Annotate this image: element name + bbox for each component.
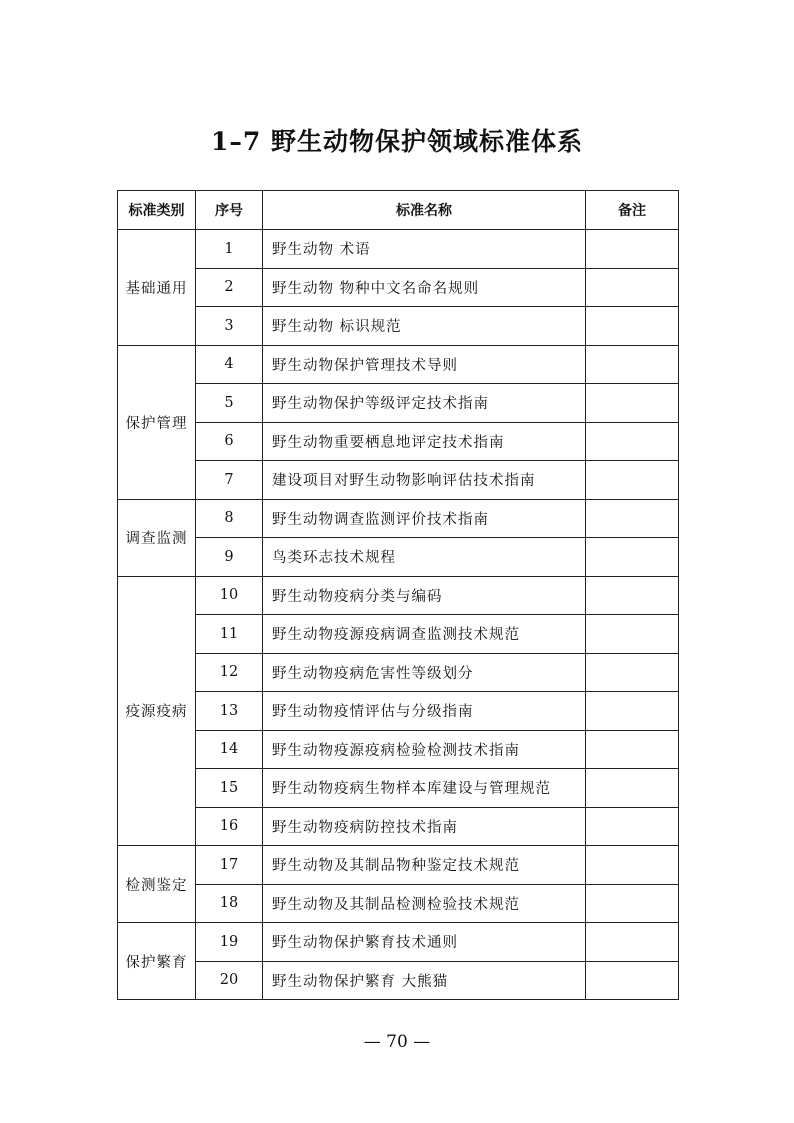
remarks-cell [586, 884, 679, 923]
remarks-cell [586, 499, 679, 538]
category-cell: 检测鉴定 [118, 846, 196, 923]
table-row [118, 846, 679, 885]
row-number: 14 [196, 730, 263, 769]
table-row [118, 884, 679, 923]
remarks-cell [586, 345, 679, 384]
category-cell: 疫源疫病 [118, 576, 196, 846]
row-number: 6 [196, 422, 263, 461]
standard-name: 鸟类环志技术规程 [263, 538, 586, 577]
category-cell: 基础通用 [118, 230, 196, 346]
row-number: 2 [196, 268, 263, 307]
standard-name: 野生动物调查监测评价技术指南 [263, 499, 586, 538]
standard-name: 野生动物重要栖息地评定技术指南 [263, 422, 586, 461]
table-row [118, 653, 679, 692]
table-row [118, 268, 679, 307]
table-row [118, 730, 679, 769]
table-row [118, 499, 679, 538]
standard-name: 野生动物疫情评估与分级指南 [263, 692, 586, 731]
category-cell: 调查监测 [118, 499, 196, 576]
row-number: 19 [196, 923, 263, 962]
standard-name: 野生动物疫病生物样本库建设与管理规范 [263, 769, 586, 808]
standard-name: 野生动物及其制品物种鉴定技术规范 [263, 846, 586, 885]
standard-name: 野生动物保护繁育技术通则 [263, 923, 586, 962]
standard-name: 野生动物保护等级评定技术指南 [263, 384, 586, 423]
table-row [118, 538, 679, 577]
standard-name: 野生动物保护繁育 大熊猫 [263, 961, 586, 1000]
standard-name: 野生动物 物种中文名命名规则 [263, 268, 586, 307]
row-number: 9 [196, 538, 263, 577]
remarks-cell [586, 807, 679, 846]
remarks-cell [586, 961, 679, 1000]
row-number: 10 [196, 576, 263, 615]
row-number: 20 [196, 961, 263, 1000]
table-row [118, 615, 679, 654]
remarks-cell [586, 923, 679, 962]
remarks-cell [586, 268, 679, 307]
remarks-cell [586, 846, 679, 885]
remarks-cell [586, 538, 679, 577]
remarks-cell [586, 653, 679, 692]
row-number: 17 [196, 846, 263, 885]
row-number: 11 [196, 615, 263, 654]
row-number: 3 [196, 307, 263, 346]
row-number: 8 [196, 499, 263, 538]
category-cell: 保护繁育 [118, 923, 196, 1000]
table-row [118, 807, 679, 846]
standard-name: 野生动物疫病分类与编码 [263, 576, 586, 615]
remarks-cell [586, 461, 679, 500]
standards-table [117, 190, 679, 1000]
table-row [118, 769, 679, 808]
header-category: 标准类别 [118, 191, 196, 230]
standard-name: 野生动物 术语 [263, 230, 586, 269]
standard-name: 野生动物保护管理技术导则 [263, 345, 586, 384]
table-header-row [118, 191, 679, 230]
row-number: 5 [196, 384, 263, 423]
table-row [118, 307, 679, 346]
row-number: 16 [196, 807, 263, 846]
table-row [118, 345, 679, 384]
table-row [118, 384, 679, 423]
remarks-cell [586, 692, 679, 731]
row-number: 15 [196, 769, 263, 808]
remarks-cell [586, 307, 679, 346]
standard-name: 野生动物疫源疫病调查监测技术规范 [263, 615, 586, 654]
standard-name: 野生动物 标识规范 [263, 307, 586, 346]
remarks-cell [586, 615, 679, 654]
remarks-cell [586, 730, 679, 769]
table-row [118, 923, 679, 962]
remarks-cell [586, 576, 679, 615]
category-cell: 保护管理 [118, 345, 196, 499]
remarks-cell [586, 230, 679, 269]
row-number: 12 [196, 653, 263, 692]
row-number: 13 [196, 692, 263, 731]
page-number: — 70 — [363, 1032, 431, 1052]
standard-name: 建设项目对野生动物影响评估技术指南 [263, 461, 586, 500]
standard-name: 野生动物及其制品检测检验技术规范 [263, 884, 586, 923]
standard-name: 野生动物疫源疫病检验检测技术指南 [263, 730, 586, 769]
standard-name: 野生动物疫病危害性等级划分 [263, 653, 586, 692]
page-title: 1–7 野生动物保护领域标准体系 [211, 127, 583, 156]
table-row [118, 422, 679, 461]
remarks-cell [586, 384, 679, 423]
table-row [118, 461, 679, 500]
row-number: 18 [196, 884, 263, 923]
row-number: 1 [196, 230, 263, 269]
row-number: 4 [196, 345, 263, 384]
header-number: 序号 [196, 191, 263, 230]
row-number: 7 [196, 461, 263, 500]
header-standard-name: 标准名称 [263, 191, 586, 230]
remarks-cell [586, 422, 679, 461]
remarks-cell [586, 769, 679, 808]
table-row [118, 576, 679, 615]
table-row [118, 961, 679, 1000]
standard-name: 野生动物疫病防控技术指南 [263, 807, 586, 846]
table-row [118, 692, 679, 731]
header-remarks: 备注 [586, 191, 679, 230]
table-row [118, 230, 679, 269]
